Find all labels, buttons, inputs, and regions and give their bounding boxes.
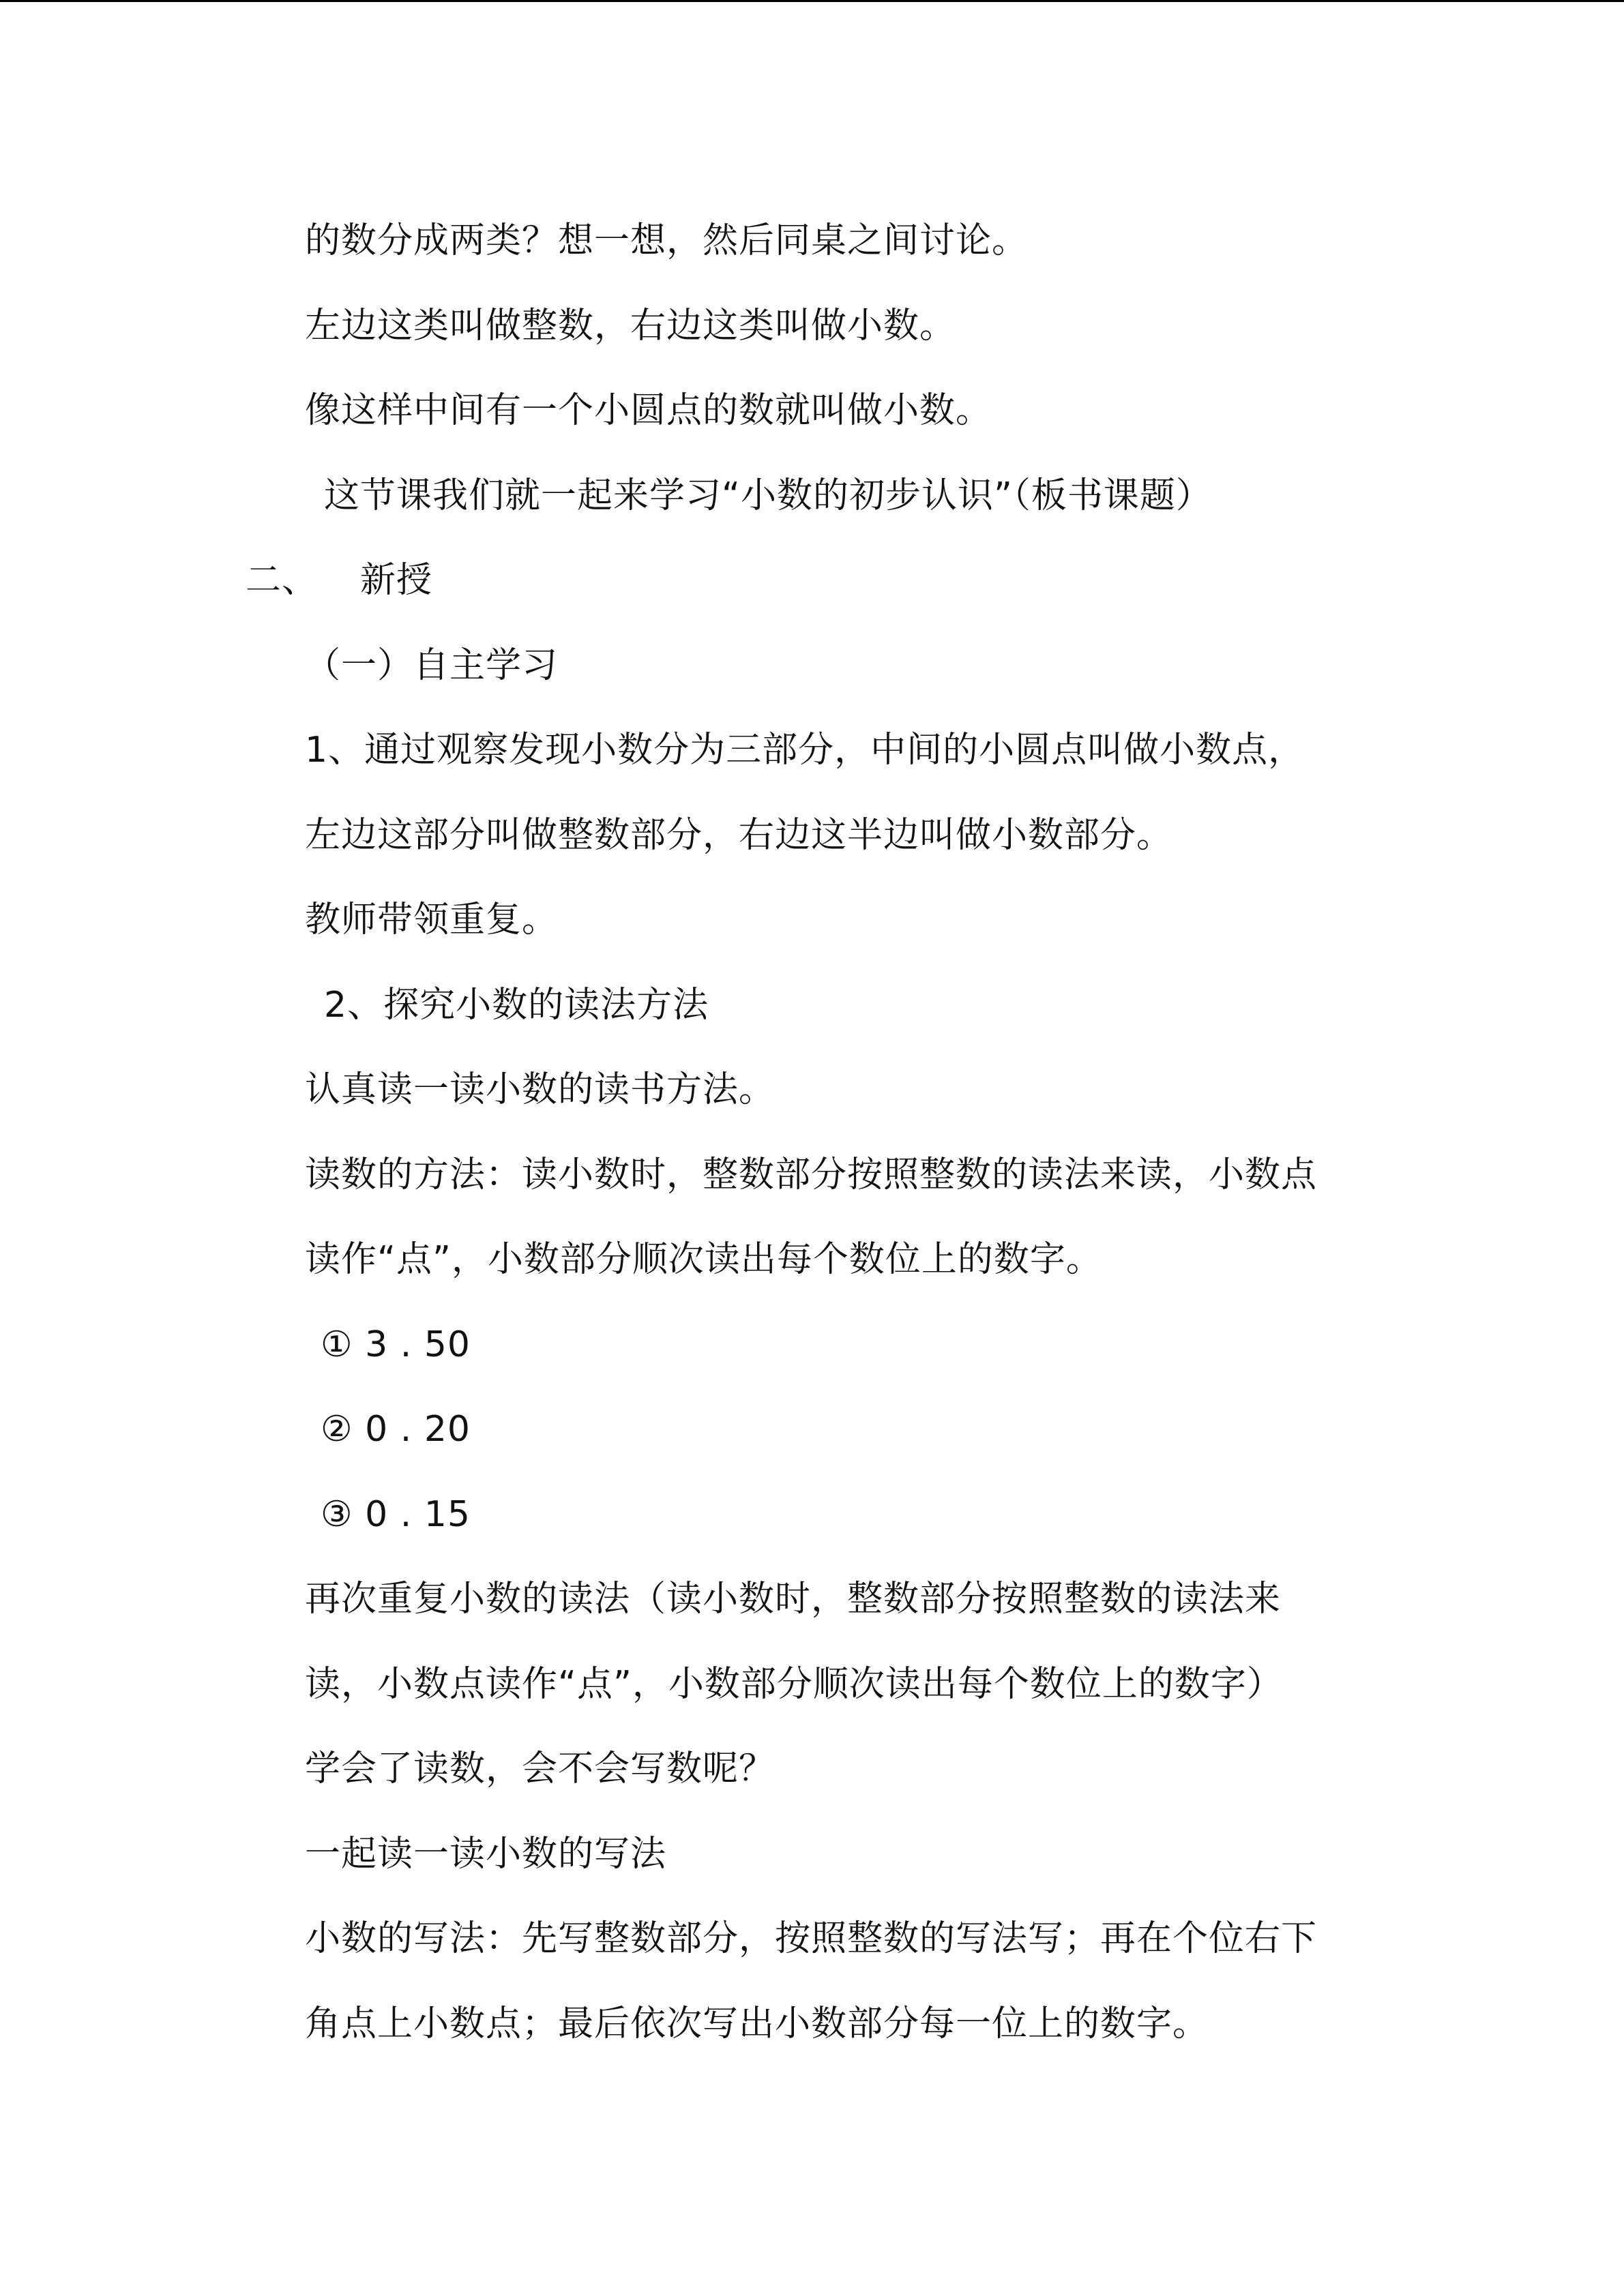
text-line-23: 角点上小数点；最后依次写出小数部分每一位上的数字。 — [305, 2003, 1209, 2044]
text-line-11: 2、探究小数的读法方法 — [324, 985, 709, 1026]
text-line-10: 教师带领重复。 — [305, 899, 559, 940]
text-line-3: 像这样中间有一个小圆点的数就叫做小数。 — [305, 390, 992, 431]
text-line-20: 学会了读数，会不会写数呢？ — [305, 1748, 776, 1789]
text-line-12: 认真读一读小数的读书方法。 — [305, 1069, 776, 1110]
section-heading: 新授 — [360, 560, 433, 601]
text-line-8: 1、通过观察发现小数分为三部分，中间的小圆点叫做小数点， — [305, 730, 1305, 771]
text-line-18: 再次重复小数的读法（读小数时，整数部分按照整数的读法来 — [305, 1579, 1282, 1620]
text-line-22: 小数的写法：先写整数部分，按照整数的写法写；再在个位右下 — [305, 1918, 1318, 1959]
section-number: 二、 — [246, 560, 319, 601]
text-line-2: 左边这类叫做整数，右边这类叫做小数。 — [305, 305, 956, 346]
text-line-1: 的数分成两类？想一想，然后同桌之间讨论。 — [305, 220, 1029, 261]
example-item-3: ③ 0 . 15 — [321, 1494, 471, 1535]
text-line-13: 读数的方法：读小数时，整数部分按照整数的读法来读，小数点 — [305, 1154, 1318, 1195]
text-line-19: 读，小数点读作“点”，小数部分顺次读出每个数位上的数字） — [305, 1664, 1283, 1705]
text-line-14: 读作“点”，小数部分顺次读出每个数位上的数字。 — [305, 1239, 1102, 1280]
text-line-4: 这节课我们就一起来学习“小数的初步认识”（板书课题） — [324, 475, 1212, 516]
text-line-21: 一起读一读小数的写法 — [305, 1834, 667, 1875]
example-item-2: ② 0 . 20 — [321, 1409, 471, 1450]
text-line-9: 左边这部分叫做整数部分，右边这半边叫做小数部分。 — [305, 815, 1173, 856]
example-item-1: ① 3 . 50 — [321, 1324, 471, 1365]
page-top-border — [0, 0, 1624, 2]
subsection-heading: （一）自主学习 — [305, 645, 559, 686]
